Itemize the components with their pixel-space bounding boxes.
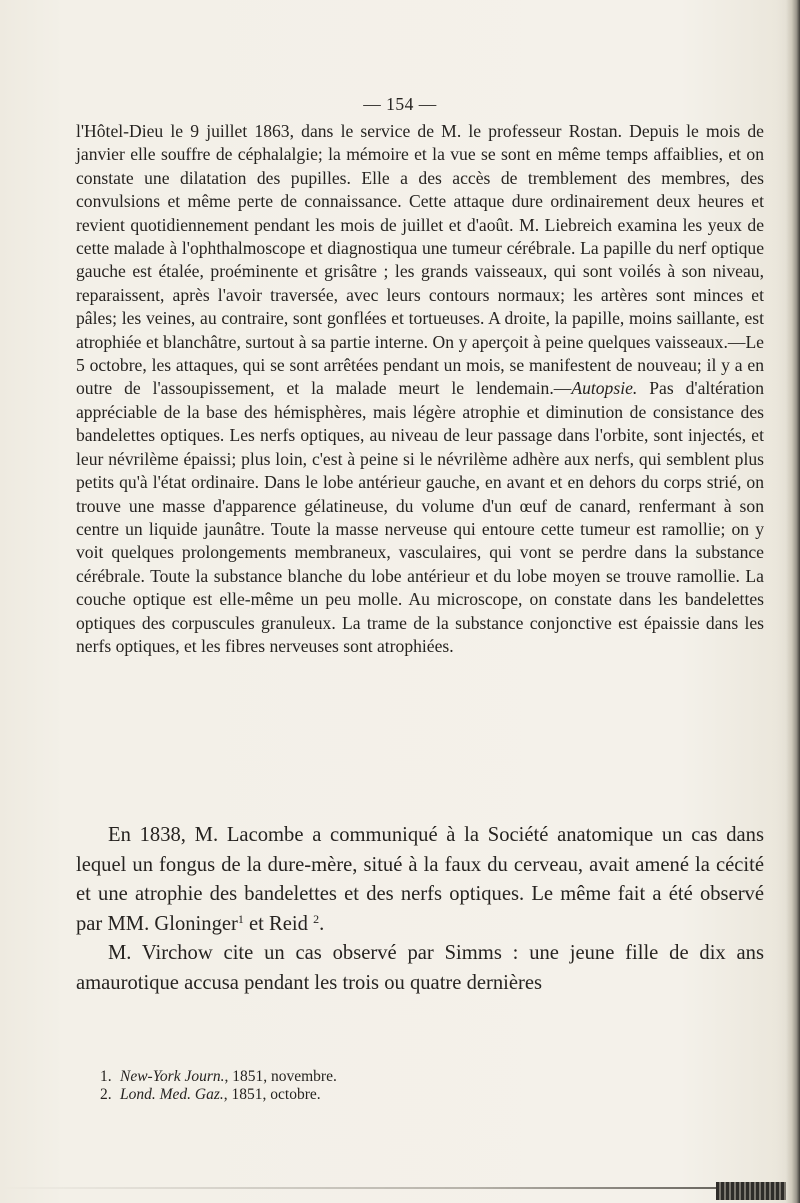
case-report-text-after: Pas d'altération appréciable de la base des hémisphères, mais légère atrophie et diminution de consistance des bandelettes optiques. Les nerfs optiques, au niveau de leur passage dans l'orbite, sont injectés, et leur névrilème épaissi; plus loin, c'est à peine si le névrilème adhère aux nerfs, qui semblent plus petits qu'à l'état ordinaire. Dans le lobe antérieur gauche, en avant et en dehors du corps strié, on trouve une masse d'apparence gélatineuse, du volume d'un œuf de canard, renfermant à son centre un liquide jaunâtre. Toute la masse nerveuse qui entoure cette tumeur est ramollie; on y voit quelques prolongements membraneux, vasculaires, qui vont se perdre dans la substance cérébrale. Toute la substance blanche du lobe antérieur et du lobe moyen se trouve ramollie. La couche optique est elle-même un peu molle. Au microscope, on constate dans les bandelettes optiques des corpuscules granuleux. La trame de la substance conjonctive est épaissie dans les nerfs optiques, et les fibres nerveuses sont atrophiées. (76, 378, 764, 656)
paragraph-lacombe (76, 821, 764, 939)
footnote-detail: , 1851, octobre. (223, 1086, 321, 1104)
case-report-text (76, 120, 764, 658)
footnote-source: New-York Journ. (120, 1068, 225, 1085)
footnote-number: 2. (100, 1086, 112, 1104)
paragraph-lacombe-end: . (319, 912, 325, 935)
paragraph-lacombe-text: En 1838, M. Lacombe a communiqué à la Société anatomique un cas dans lequel un fongus de la dure-mère, situé à la faux du cerveau, avait amené la cécité et une atrophie des bandelettes et des nerfs optiques. Le même fait a été observé par MM. Gloninger (76, 824, 764, 935)
case-report-paragraph (76, 120, 764, 658)
footnote-detail: , 1851, novembre. (224, 1068, 337, 1085)
footnote-2 (100, 1086, 760, 1104)
page-number: — 154 — (363, 94, 437, 114)
footnote-ref-2[interactable]: 2 (313, 911, 320, 926)
page-bottom-edge (0, 1187, 786, 1189)
scan-edge-mark (716, 1182, 786, 1200)
paragraph-lacombe-mid: et Reid (243, 912, 314, 935)
footnote-1 (100, 1068, 760, 1086)
footnote-source: Lond. Med. Gaz. (120, 1086, 224, 1104)
paragraph-virchow: M. Virchow cite un cas observé par Simms : une jeune fille de dix ans amaurotique accusa pendant les trois ou quatre dernières (76, 942, 764, 994)
footnotes (100, 1068, 760, 1105)
footnote-ref-1[interactable]: 1 (237, 911, 244, 926)
autopsie-label: Autopsie. (571, 378, 638, 399)
case-report-text-before: l'Hôtel-Dieu le 9 juillet 1863, dans le service de M. le professeur Rostan. Depuis le mois de janvier elle souffre de céphalalgie; la mémoire et la vue se sont en même temps affaiblies, et on constate une dilatation des pupilles. Elle a des accès de tremblement des membres, des convulsions et même perte de connaissance. Cette attaque dure ordinairement deux heures et revient quotidiennement pendant les mois de juillet et d'août. M. Liebreich examina les yeux de cette malade à l'ophthalmoscope et diagnostiqua une tumeur cérébrale. La papille du nerf optique gauche est étalée, proéminente et grisâtre ; les grands vaisseaux, qui sont voilés à son niveau, reparaissent, après l'avoir traversée, avec leurs contours normaux; les artères sont minces et pâles; les veines, au contraire, sont gonflées et tortueuses. A droite, la papille, moins saillante, est atrophiée et blanchâtre, surtout à sa partie interne. On y aperçoit à peine quelques vaisseaux.—Le 5 octobre, les attaques, qui se sont arrêtées pendant un mois, se manifestent de nouveau; il y a en outre de l'assoupissement, et la malade meurt le lendemain.— (76, 121, 764, 399)
footnote-number: 1. (100, 1068, 112, 1085)
main-text-block (76, 821, 764, 999)
book-spine-shadow (786, 0, 800, 1203)
